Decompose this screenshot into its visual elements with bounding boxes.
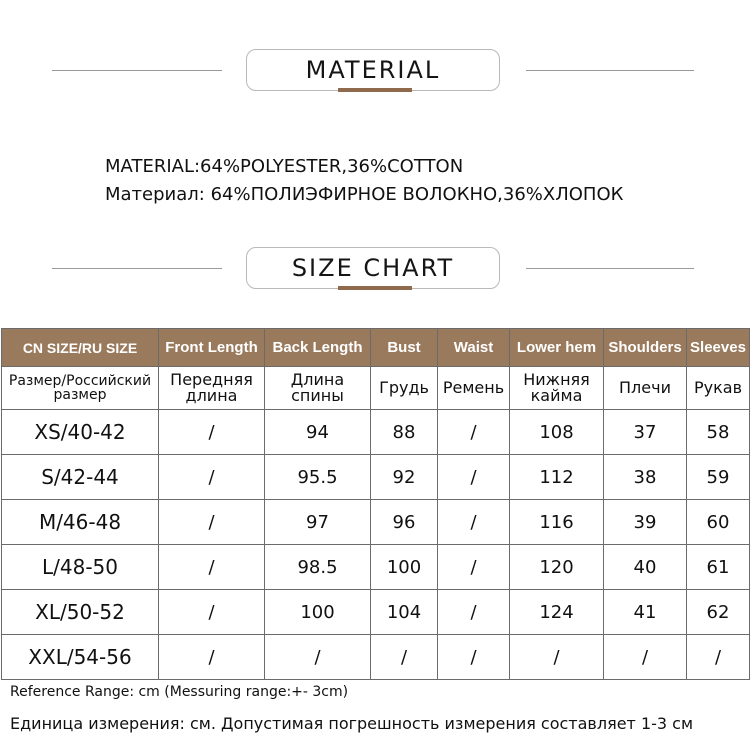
table-cell: 104: [371, 590, 438, 635]
table-cell: /: [159, 410, 265, 455]
header-cell: Waist: [438, 329, 510, 367]
table-cell: /: [438, 545, 510, 590]
table-cell: 124: [510, 590, 604, 635]
size-cell: XS/40-42: [2, 410, 159, 455]
table-cell: 94: [265, 410, 371, 455]
section-title: SIZE CHART: [291, 254, 455, 282]
reference-note-en: Reference Range: cm (Messuring range:+- 3cm): [10, 684, 349, 700]
table-cell: /: [438, 635, 510, 680]
header-cell: Shoulders: [604, 329, 687, 367]
table-cell: 108: [510, 410, 604, 455]
table-cell: 40: [604, 545, 687, 590]
header-cell: CN SIZE/RU SIZE: [2, 329, 159, 367]
accent-underline: [338, 88, 412, 92]
ru-header-cell: Размер/Российский размер: [2, 367, 159, 410]
table-cell: 59: [687, 455, 750, 500]
divider-line: [52, 70, 222, 71]
divider-line: [526, 70, 694, 71]
table-cell: 112: [510, 455, 604, 500]
table-cell: 97: [265, 500, 371, 545]
material-en-label: MATERIAL:: [105, 156, 201, 177]
table-row: [2, 635, 750, 680]
table-cell: 38: [604, 455, 687, 500]
material-section-header: [0, 49, 750, 95]
material-ru-value: 64%ПОЛИЭФИРНОЕ ВОЛОКНО,36%ХЛОПОК: [210, 184, 624, 205]
table-cell: /: [159, 635, 265, 680]
table-cell: /: [265, 635, 371, 680]
table-cell: /: [438, 590, 510, 635]
table-cell: /: [159, 590, 265, 635]
ru-header-row: [2, 367, 750, 410]
ru-header-cell: Нижняя кайма: [510, 367, 604, 410]
section-title-box: [246, 49, 500, 91]
size-cell: XXL/54-56: [2, 635, 159, 680]
table-cell: /: [159, 545, 265, 590]
table-cell: 100: [265, 590, 371, 635]
accent-underline: [338, 286, 412, 290]
ru-header-cell: Грудь: [371, 367, 438, 410]
divider-line: [526, 268, 694, 269]
table-row: [2, 410, 750, 455]
table-cell: 100: [371, 545, 438, 590]
table-cell: 120: [510, 545, 604, 590]
ru-header-cell: Рукав: [687, 367, 750, 410]
table-cell: 41: [604, 590, 687, 635]
table-cell: 88: [371, 410, 438, 455]
material-en: [105, 156, 463, 177]
ru-header-cell: Передняя длина: [159, 367, 265, 410]
table-row: [2, 455, 750, 500]
table-row: [2, 545, 750, 590]
reference-note-ru: Единица измерения: см. Допустимая погрешность измерения составляет 1-3 см: [10, 714, 694, 733]
size-chart-table: [1, 328, 750, 680]
table-cell: 37: [604, 410, 687, 455]
size-chart-section-header: [0, 247, 750, 293]
ru-header-cell: Длина спины: [265, 367, 371, 410]
table-cell: 60: [687, 500, 750, 545]
table-cell: 62: [687, 590, 750, 635]
table-cell: 92: [371, 455, 438, 500]
ru-header-cell: Ремень: [438, 367, 510, 410]
material-ru: [105, 184, 623, 205]
table-row: [2, 590, 750, 635]
size-cell: L/48-50: [2, 545, 159, 590]
size-cell: XL/50-52: [2, 590, 159, 635]
table-cell: /: [687, 635, 750, 680]
header-cell: Bust: [371, 329, 438, 367]
table-cell: 39: [604, 500, 687, 545]
material-ru-label: Материал:: [105, 184, 205, 205]
table-cell: /: [510, 635, 604, 680]
header-cell: Back Length: [265, 329, 371, 367]
header-cell: Sleeves: [687, 329, 750, 367]
size-cell: M/46-48: [2, 500, 159, 545]
table-cell: /: [438, 410, 510, 455]
section-title-box: [246, 247, 500, 289]
header-cell: Front Length: [159, 329, 265, 367]
header-row: [2, 329, 750, 367]
section-title: MATERIAL: [305, 56, 441, 84]
table-cell: /: [159, 500, 265, 545]
table-cell: 95.5: [265, 455, 371, 500]
table-row: [2, 500, 750, 545]
table-cell: 58: [687, 410, 750, 455]
table-cell: /: [438, 455, 510, 500]
material-en-value: 64%POLYESTER,36%COTTON: [200, 156, 464, 177]
ru-header-cell: Плечи: [604, 367, 687, 410]
table-cell: /: [371, 635, 438, 680]
table-cell: 116: [510, 500, 604, 545]
table-cell: /: [438, 500, 510, 545]
table-cell: /: [604, 635, 687, 680]
table-cell: 98.5: [265, 545, 371, 590]
table-cell: 96: [371, 500, 438, 545]
size-cell: S/42-44: [2, 455, 159, 500]
table-cell: /: [159, 455, 265, 500]
divider-line: [52, 268, 222, 269]
header-cell: Lower hem: [510, 329, 604, 367]
table-cell: 61: [687, 545, 750, 590]
